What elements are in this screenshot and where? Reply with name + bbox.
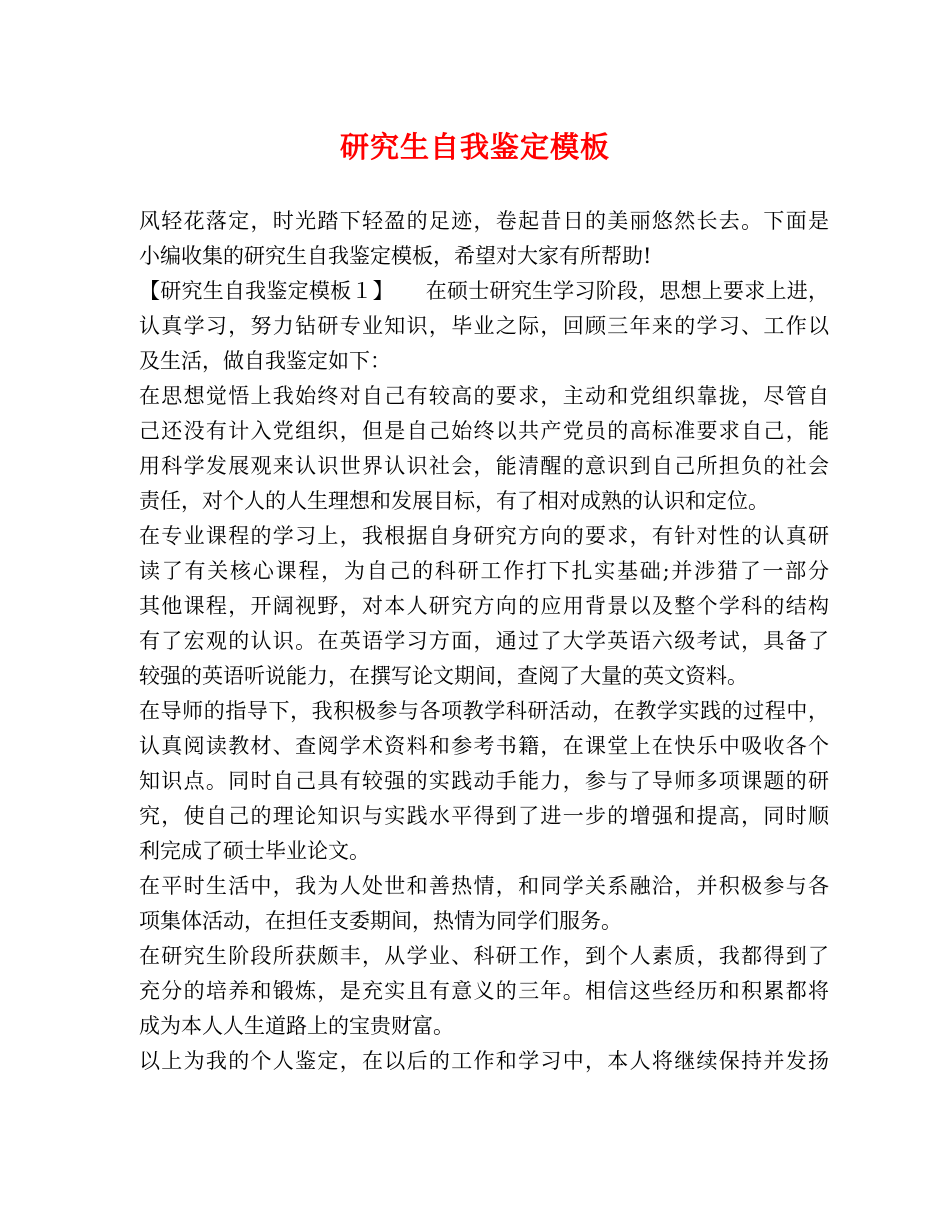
body-line: 小编收集的研究生自我鉴定模板，希望对大家有所帮助!: [139, 244, 652, 268]
body-line: 成为本人人生道路上的宝贵财富。: [139, 1014, 454, 1038]
body-line: 充分的培养和锻炼，是充实且有意义的三年。相信这些经历和积累都将: [139, 979, 829, 1003]
body-line: 知识点。同时自己具有较强的实践动手能力，参与了导师多项课题的研: [139, 769, 829, 793]
body-line: 风轻花落定，时光踏下轻盈的足迹，卷起昔日的美丽悠然长去。下面是: [139, 209, 829, 233]
body-line: 责任，对个人的人生理想和发展目标，有了相对成熟的认识和定位。: [139, 489, 769, 513]
body-line: 用科学发展观来认识世界认识社会，能清醒的意识到自己所担负的社会: [139, 454, 829, 478]
body-line: 在导师的指导下，我积极参与各项教学科研活动，在教学实践的过程中，: [139, 699, 829, 723]
document-title: 研究生自我鉴定模板: [339, 130, 610, 164]
body-line: 【研究生自我鉴定模板１】 在硕士研究生学习阶段，思想上要求上进，: [139, 279, 829, 303]
body-line: 究，使自己的理论知识与实践水平得到了进一步的增强和提高，同时顺: [139, 804, 829, 828]
body-line: 利完成了硕士毕业论文。: [139, 839, 370, 863]
body-line: 认真学习，努力钻研专业知识，毕业之际，回顾三年来的学习、工作以: [139, 314, 829, 338]
body-line: 在思想觉悟上我始终对自己有较高的要求，主动和党组织靠拢，尽管自: [139, 384, 829, 408]
body-line: 在研究生阶段所获颇丰，从学业、科研工作，到个人素质，我都得到了: [139, 944, 829, 968]
body-line: 己还没有计入党组织，但是自己始终以共产党员的高标准要求自己，能: [139, 419, 829, 443]
body-line: 认真阅读教材、查阅学术资料和参考书籍，在课堂上在快乐中吸收各个: [139, 734, 829, 758]
body-line: 及生活，做自我鉴定如下：: [139, 349, 391, 373]
body-line: 项集体活动，在担任支委期间，热情为同学们服务。: [139, 909, 622, 933]
body-line: 其他课程，开阔视野，对本人研究方向的应用背景以及整个学科的结构: [139, 594, 829, 618]
document-body: [139, 204, 829, 1079]
body-line: 读了有关核心课程，为自己的科研工作打下扎实基础;并涉猎了一部分: [139, 559, 829, 583]
body-line: 在平时生活中，我为人处世和善热情，和同学关系融洽，并积极参与各: [139, 874, 829, 898]
body-line: 在专业课程的学习上，我根据自身研究方向的要求，有针对性的认真研: [139, 524, 829, 548]
body-line: 以上为我的个人鉴定，在以后的工作和学习中，本人将继续保持并发扬: [139, 1049, 829, 1073]
body-line: 较强的英语听说能力，在撰写论文期间，查阅了大量的英文资料。: [139, 664, 748, 688]
body-line: 有了宏观的认识。在英语学习方面，通过了大学英语六级考试，具备了: [139, 629, 829, 653]
